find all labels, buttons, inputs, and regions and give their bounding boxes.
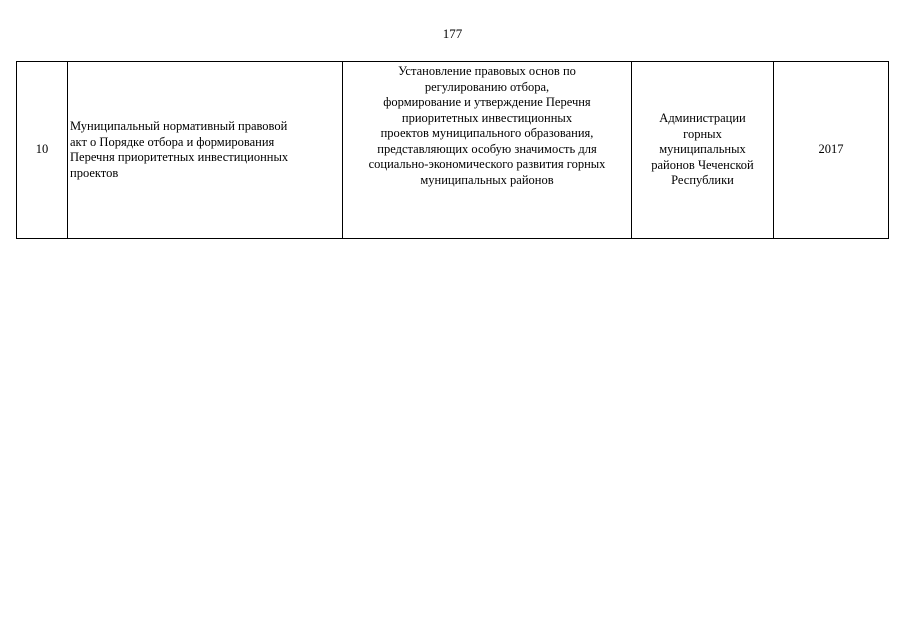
measures-table	[16, 61, 889, 239]
year-cell	[774, 62, 889, 239]
implementation-year: 2017	[818, 142, 844, 157]
row-number: 10	[35, 142, 49, 157]
measure-content: Установление правовых основ по регулированию отбора, формирование и утверждение Перечня приоритетных инвестиционных проектов муниципального образования, представляющих особую значимость для социально-экономического развития горных муниципальных районов	[368, 64, 606, 187]
responsible-cell	[632, 62, 774, 239]
page-number: 177	[442, 26, 463, 41]
measure-name-cell	[68, 62, 343, 239]
measure-name: Муниципальный нормативный правовой акт о Порядке отбора и формирования Перечня приоритетных инвестиционных проектов	[70, 119, 289, 180]
row-number-cell	[17, 62, 68, 239]
measure-content-cell	[343, 62, 632, 239]
responsible-executor: Администрации горных муниципальных районов Чеченской Республики	[651, 111, 754, 188]
table-row	[17, 62, 889, 239]
